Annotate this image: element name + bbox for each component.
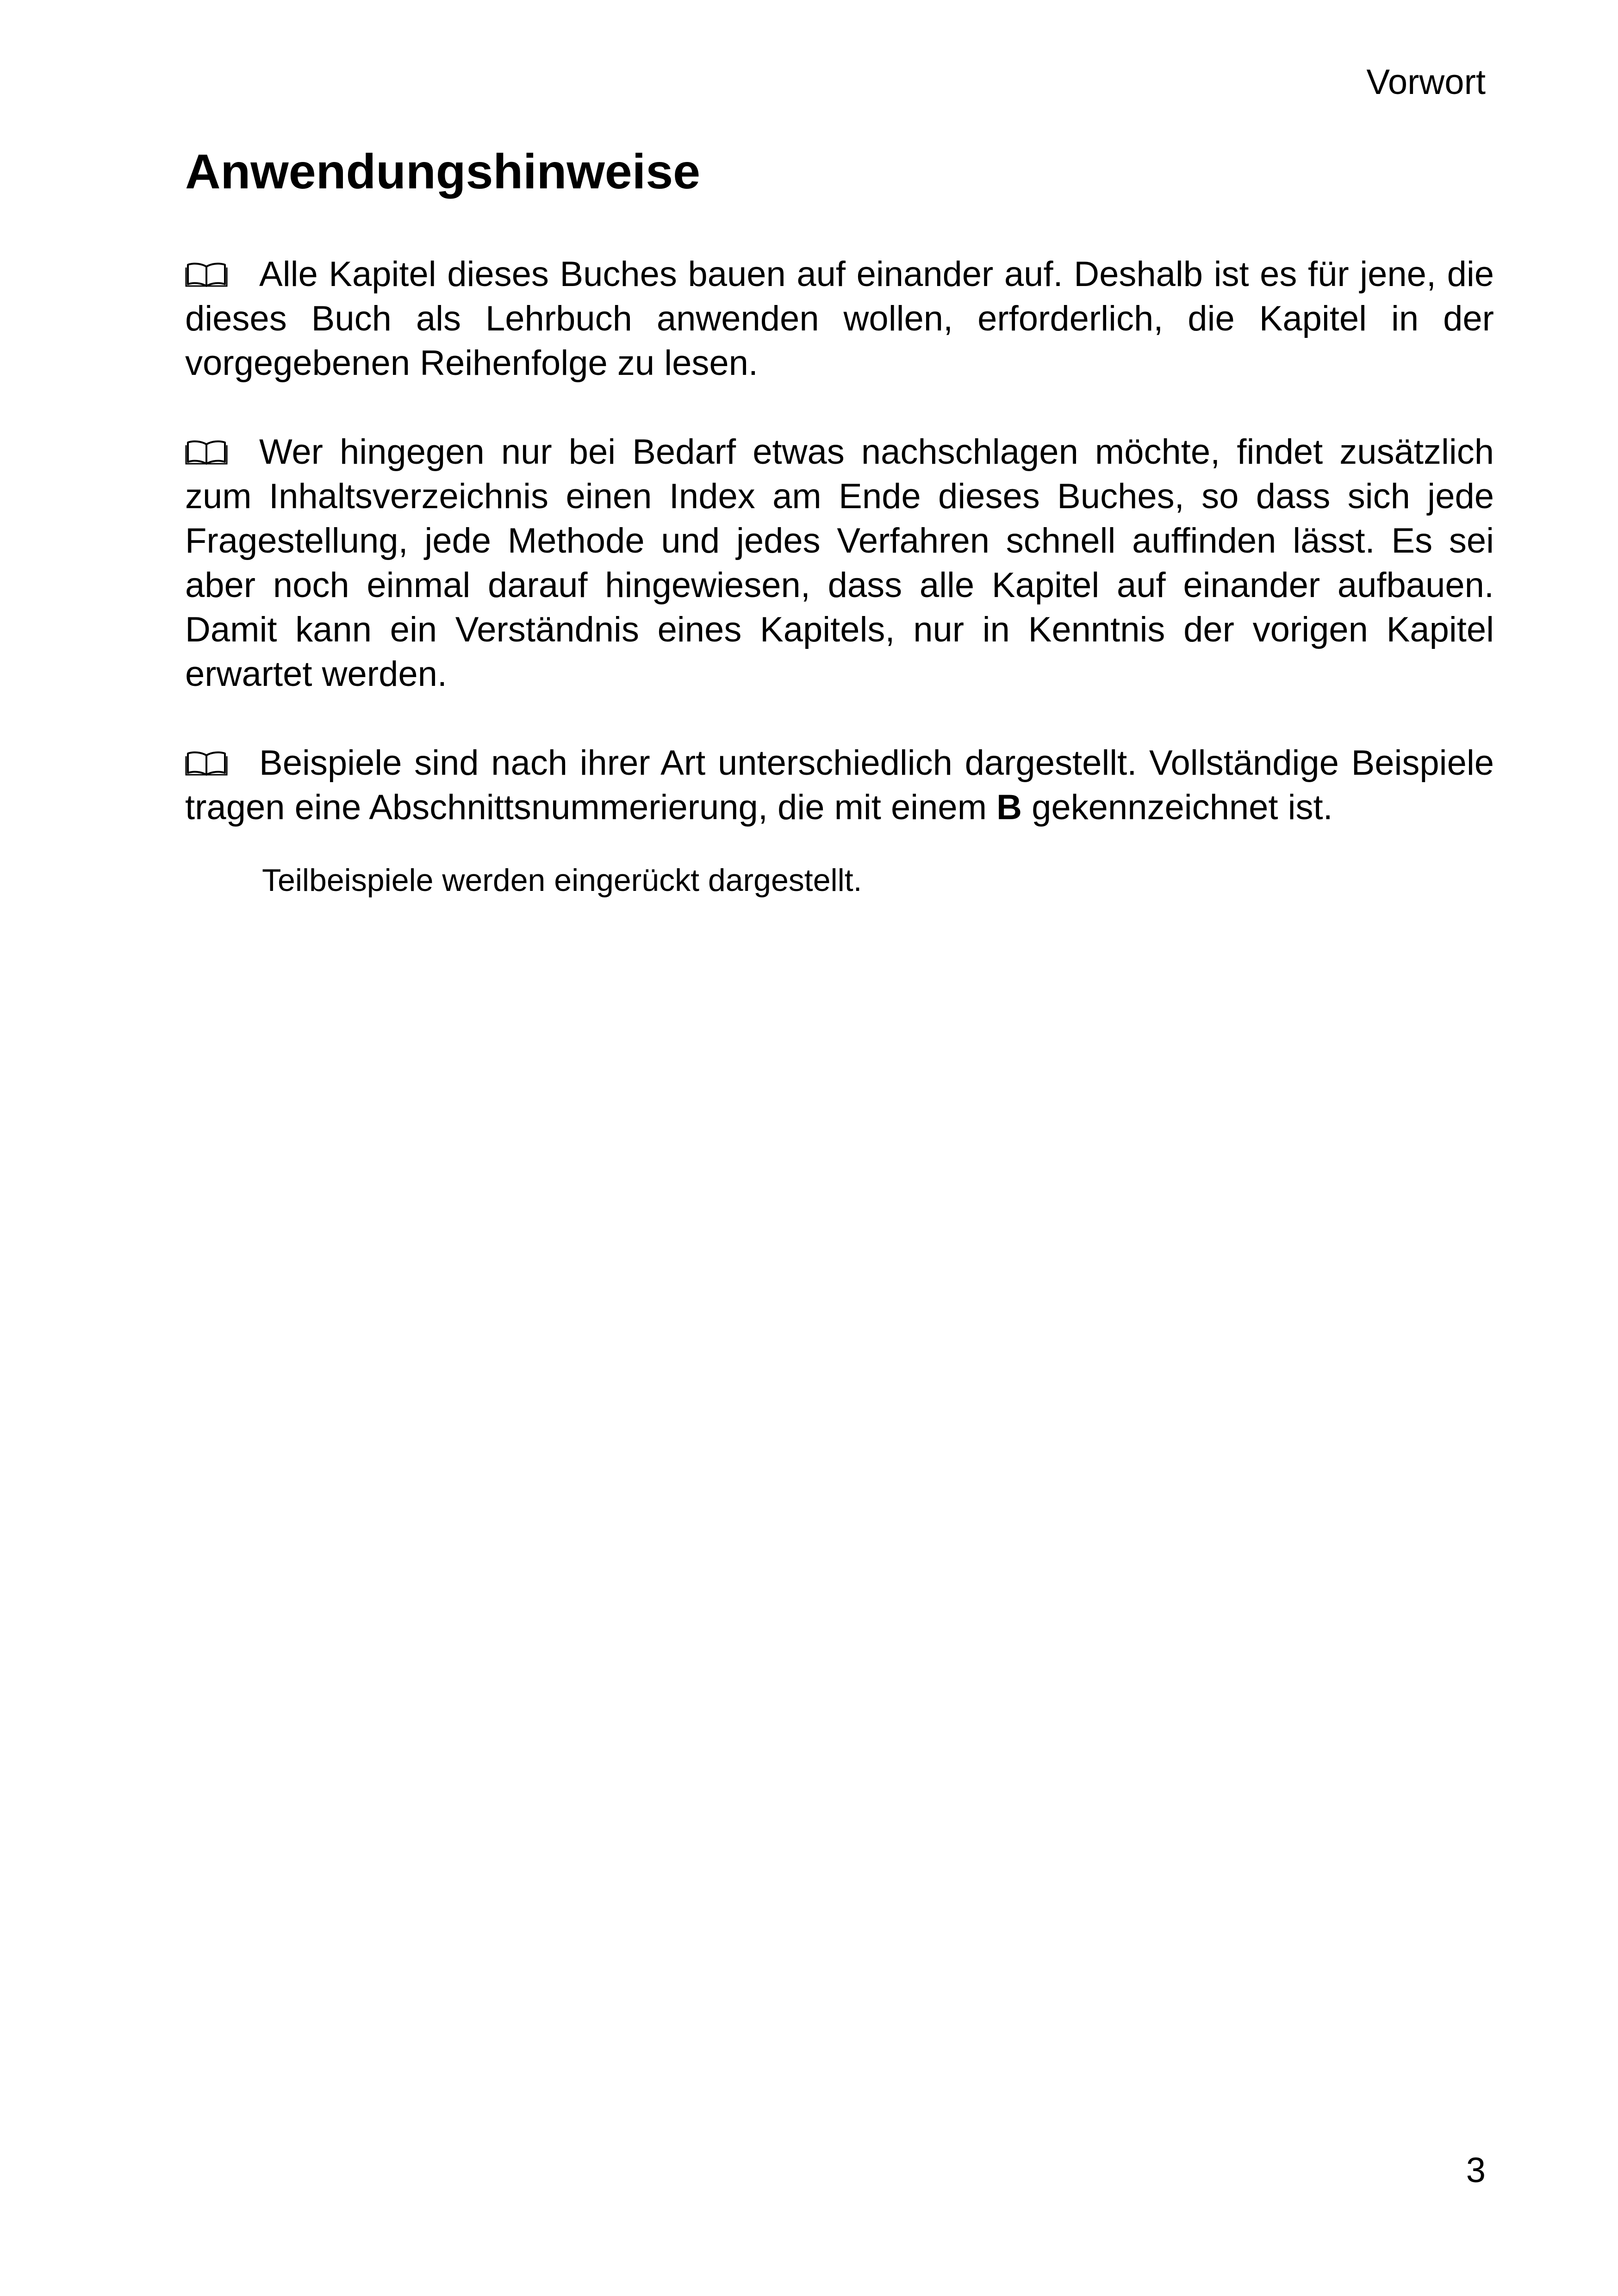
subexample-note: Teilbeispiele werden eingerückt dargestellt. xyxy=(262,863,862,898)
hint-text: Wer hingegen nur bei Bedarf etwas nachschlagen möchte, findet zusätzlich zum Inhaltsverzeichnis einen Index am Ende dieses Buches, so dass sich jede Fragestellung, jede Methode und jedes Verfahren schnell auffinden lässt. Es sei aber noch einmal darauf hingewiesen, dass alle Kapitel auf einander aufbauen. Damit kann ein Verständnis eines Kapitels, nur in Kenntnis der vorigen Kapitel erwartet werden. xyxy=(185,432,1494,694)
hint-paragraph-3 xyxy=(185,741,1494,830)
example-marker: B xyxy=(996,788,1022,827)
running-header: Vorwort xyxy=(1366,62,1486,102)
hint-paragraph-2 xyxy=(185,430,1494,697)
hint-text: Alle Kapitel dieses Buches bauen auf einander auf. Deshalb ist es für jene, die dieses Buch als Lehrbuch anwenden wollen, erforderlich, die Kapitel in der vorgegebenen Reihenfolge zu lesen. xyxy=(185,255,1494,383)
hint-text: Beispiele sind nach ihrer Art unterschiedlich dargestellt. Vollständige Beispiele tragen eine Abschnittsnummerierung, die mit einem xyxy=(185,743,1494,827)
hints-section xyxy=(185,252,1494,900)
book-icon xyxy=(185,439,228,465)
hint-text: gekennzeichnet ist. xyxy=(1022,788,1333,827)
book-icon xyxy=(185,750,228,776)
book-icon xyxy=(185,261,228,287)
page-title: Anwendungshinweise xyxy=(185,144,701,199)
hint-paragraph-1 xyxy=(185,252,1494,386)
page-number: 3 xyxy=(1466,2151,1486,2190)
